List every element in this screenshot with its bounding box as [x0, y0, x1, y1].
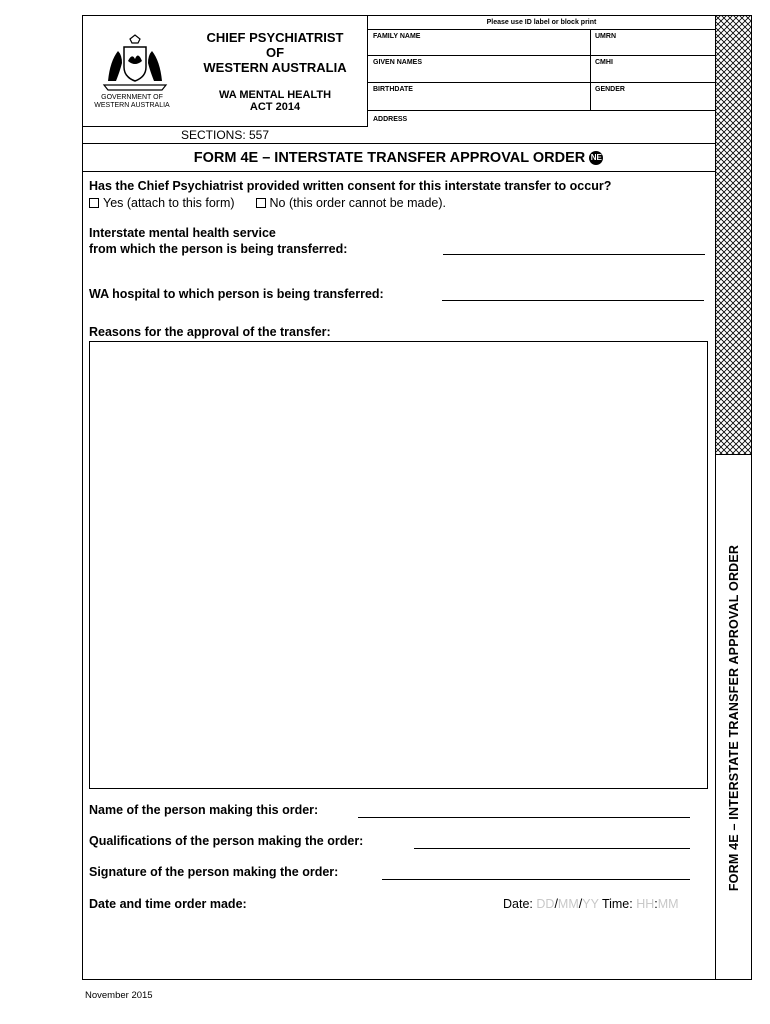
- name-input[interactable]: [358, 817, 690, 818]
- yes-label: Yes (attach to this form): [103, 196, 235, 210]
- ne-badge-icon: NE: [589, 151, 603, 165]
- patient-id-panel: [368, 15, 715, 144]
- date-mm-placeholder[interactable]: MM: [557, 897, 579, 911]
- id-column-divider: [590, 29, 591, 110]
- sections-label: SECTIONS: 557: [82, 127, 368, 144]
- issuer-line-2: OF: [265, 45, 285, 60]
- time-mm-placeholder[interactable]: MM: [657, 897, 679, 911]
- interstate-service-input[interactable]: [443, 254, 705, 255]
- address-label: ADDRESS: [373, 116, 408, 123]
- qualifications-input[interactable]: [414, 848, 690, 849]
- date-time-field[interactable]: Date: DD/MM/YY Time: HH:MM: [503, 897, 679, 911]
- id-instruction: Please use ID label or block print: [486, 19, 597, 26]
- signature-input[interactable]: [382, 879, 690, 880]
- government-line-2: WESTERN AUSTRALIA: [94, 102, 170, 109]
- given-names-field[interactable]: [368, 55, 715, 82]
- birthdate-field[interactable]: [368, 82, 715, 110]
- act-title: [190, 89, 360, 113]
- datetime-label: Date and time order made:: [89, 897, 247, 911]
- family-name-field[interactable]: [368, 29, 715, 55]
- side-title: [715, 455, 752, 980]
- date-dd-placeholder[interactable]: DD: [536, 897, 555, 911]
- name-label: Name of the person making this order:: [89, 803, 319, 817]
- government-label: [77, 94, 187, 110]
- issuer-line-3: WESTERN AUSTRALIA: [203, 60, 347, 75]
- reasons-textarea[interactable]: [89, 341, 708, 789]
- given-names-label: GIVEN NAMES: [373, 59, 423, 66]
- consent-question: Has the Chief Psychiatrist provided written consent for this interstate transfer to occur?: [89, 179, 612, 193]
- no-label: No (this order cannot be made).: [269, 196, 446, 210]
- act-line-1: WA MENTAL HEALTH: [218, 89, 332, 101]
- time-label: Time:: [601, 897, 633, 911]
- form-title: [82, 144, 715, 172]
- time-hh-placeholder[interactable]: HH: [636, 897, 655, 911]
- family-name-label: FAMILY NAME: [373, 33, 421, 40]
- consent-options: [89, 196, 446, 210]
- address-field[interactable]: [368, 110, 715, 144]
- cmhi-label: CMHI: [595, 59, 613, 66]
- no-checkbox[interactable]: [256, 198, 266, 208]
- gender-label: GENDER: [595, 86, 625, 93]
- interstate-service-label: [89, 225, 347, 257]
- date-yy-placeholder[interactable]: YY: [582, 897, 599, 911]
- signature-label: Signature of the person making the order:: [89, 865, 339, 879]
- crosshatch-pattern: [715, 15, 752, 455]
- birthdate-label: BIRTHDATE: [373, 86, 413, 93]
- issuer-title: [190, 30, 360, 75]
- interstate-service-line-2: from which the person is being transferred:: [89, 242, 348, 256]
- umrn-label: UMRN: [595, 33, 616, 40]
- footer-date: November 2015: [85, 990, 153, 1001]
- wa-hospital-label: WA hospital to which person is being transferred:: [89, 287, 384, 301]
- government-line-1: GOVERNMENT OF: [101, 94, 163, 101]
- side-title-text: FORM 4E – INTERSTATE TRANSFER APPROVAL ORDER: [726, 544, 741, 891]
- date-label: Date:: [503, 897, 533, 911]
- reasons-label: Reasons for the approval of the transfer:: [89, 325, 331, 339]
- interstate-service-line-1: Interstate mental health service: [89, 226, 276, 240]
- coat-of-arms-icon: [100, 33, 170, 93]
- yes-checkbox[interactable]: [89, 198, 99, 208]
- qualifications-label: Qualifications of the person making the order:: [89, 834, 364, 848]
- form-title-text: FORM 4E – INTERSTATE TRANSFER APPROVAL ORDER: [193, 150, 586, 166]
- issuer-line-1: CHIEF PSYCHIATRIST: [206, 30, 344, 45]
- act-line-2: ACT 2014: [249, 101, 301, 113]
- wa-hospital-input[interactable]: [442, 300, 704, 301]
